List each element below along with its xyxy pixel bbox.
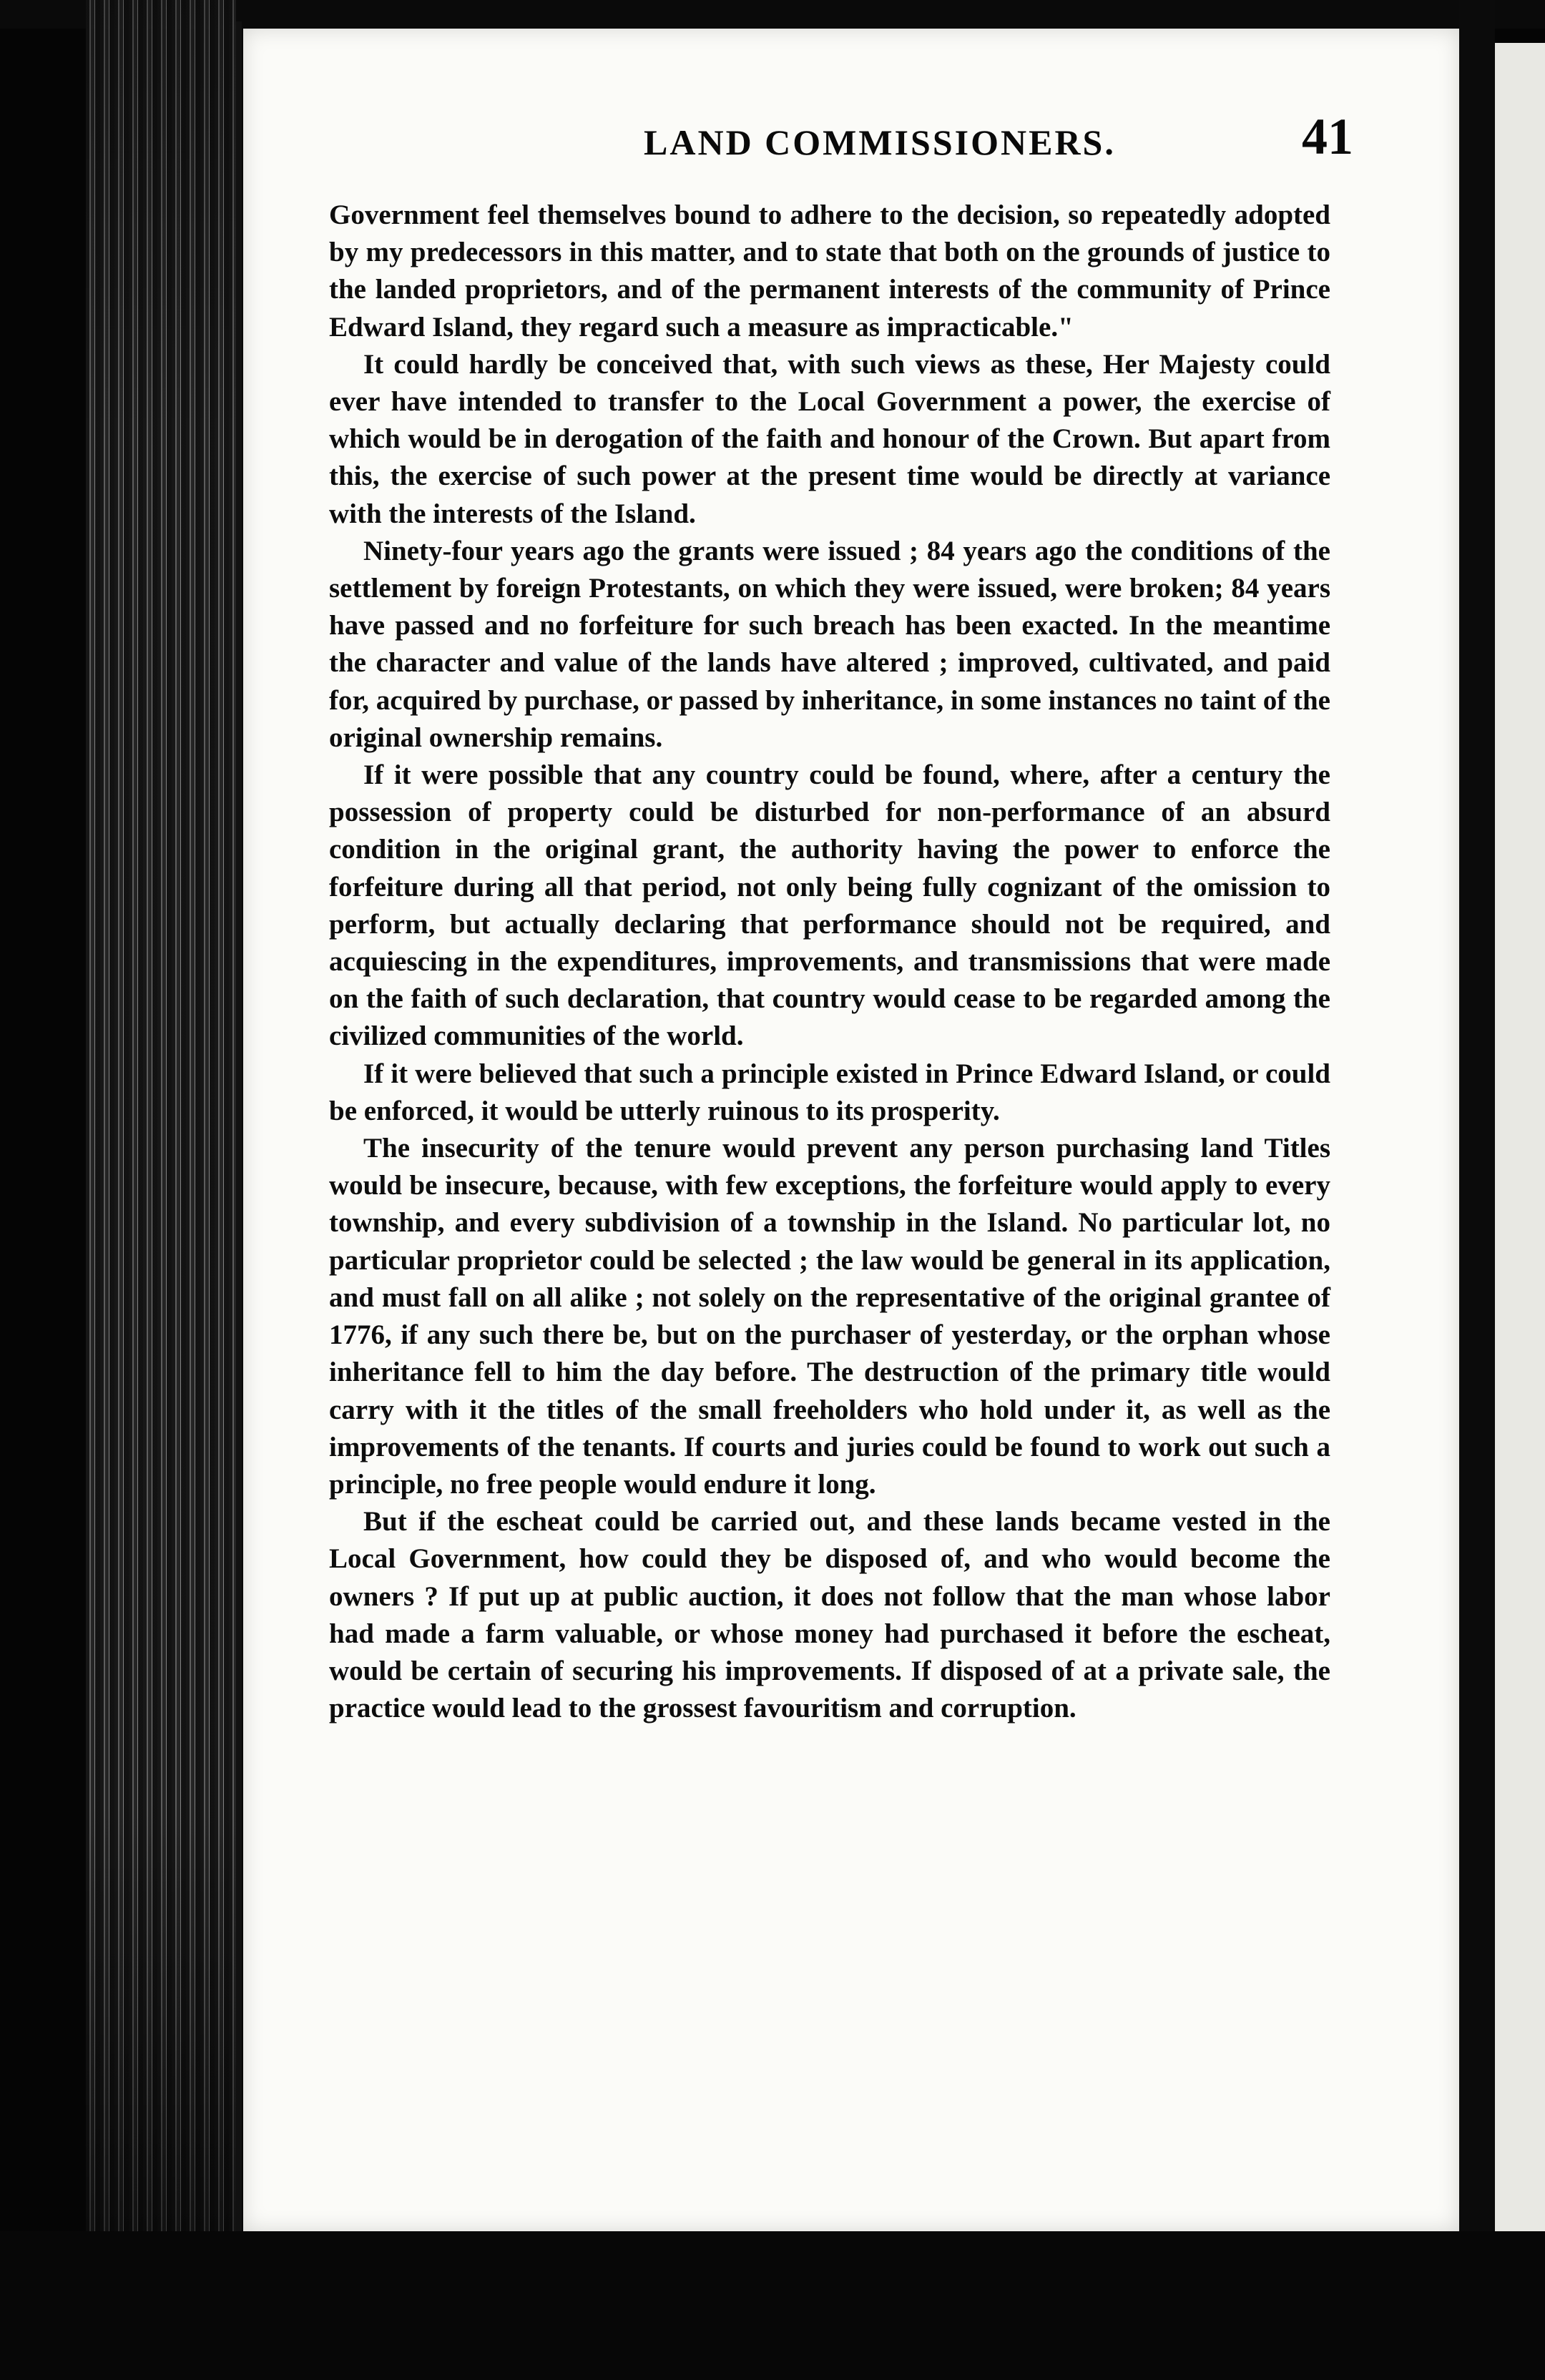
book-gutter (236, 21, 242, 2238)
paragraph: If it were believed that such a principle existed in Prince Edward Island, or could be enforced, it would be utterly ruinous to its prosperity. (329, 1058, 1330, 1126)
paragraph: If it were possible that any country could be found, where, after a century the possession of property could be disturbed for non-performance of an absurd condition in the original grant, the authority having the power to enforce the forfeiture during all that period, not only being fully cognizant of the omission to perform, but actually declaring that performance should not be required, and acquiescing in the expenditures, improvements, and transmissions that were made on the faith of such declaration, that country would cease to be regarded among the civilized communities of the world. (329, 759, 1330, 1052)
paragraph: But if the escheat could be carried out, and these lands became vested in the Local Government, how could they be disposed of, and who would become the owners ? If put up at public auction, it does not follow that the man whose labor had made a farm valuable, or whose money had purchased it before the escheat, would be certain of securing his improvements. If disposed of at a private sale, the practice would lead to the grossest favouritism and corruption. (329, 1506, 1330, 1724)
paragraph: It could hardly be conceived that, with such views as these, Her Majesty could ever have intended to transfer to the Local Government a power, the exercise of which would be in derogation of the faith and honour of the Crown. But apart from this, the exercise of such power at the present time would be directly at variance with the interests of the Island. (329, 348, 1330, 529)
page-edges-shade (86, 0, 236, 2253)
paragraph: Ninety-four years ago the grants were issued ; 84 years ago the conditions of the settlement by foreign Protestants, on which they were issued, were broken; 84 years have passed and no forfeiture for such breach has been exacted. In the meantime the character and value of the lands have altered ; improved, cultivated, and paid for, acquired by purchase, or passed by inheritance, in some instances no taint of the original ownership remains. (329, 535, 1330, 753)
page-header (243, 107, 1459, 179)
running-title: LAND COMMISSIONERS. (644, 122, 1116, 162)
page-number: 41 (1302, 108, 1353, 165)
bottom-scan-border (0, 2231, 1545, 2380)
paragraph: The insecurity of the tenure would prevent any person purchasing land Titles would be insecure, because, with few exceptions, the forfeiture would apply to every township, and every subdivision of a township in the Island. No particular lot, no particular proprietor could be selected ; the law would be general in its application, and must fall on all alike ; not solely on the representative of the original grantee of 1776, if any such there be, but on the purchaser of yesterday, or the orphan whose inheritance fell to him the day before. The destruction of the primary title would carry with it the titles of the small freeholders who hold under it, as well as the improvements of the tenants. If courts and juries could be found to work out such a principle, no free people would endure it long. (329, 1133, 1330, 1500)
next-page-sliver (1495, 43, 1545, 2231)
book-page (243, 29, 1459, 2231)
right-scan-border (1459, 0, 1495, 2380)
body-text (329, 197, 1330, 1727)
paragraph: Government feel themselves bound to adhere to the decision, so repeatedly adopted by my predecessors in this matter, and to state that both on the grounds of justice to the landed proprietors, and of the permanent interests of the community of Prince Edward Island, they regard such a measure as impracticable." (329, 200, 1330, 343)
